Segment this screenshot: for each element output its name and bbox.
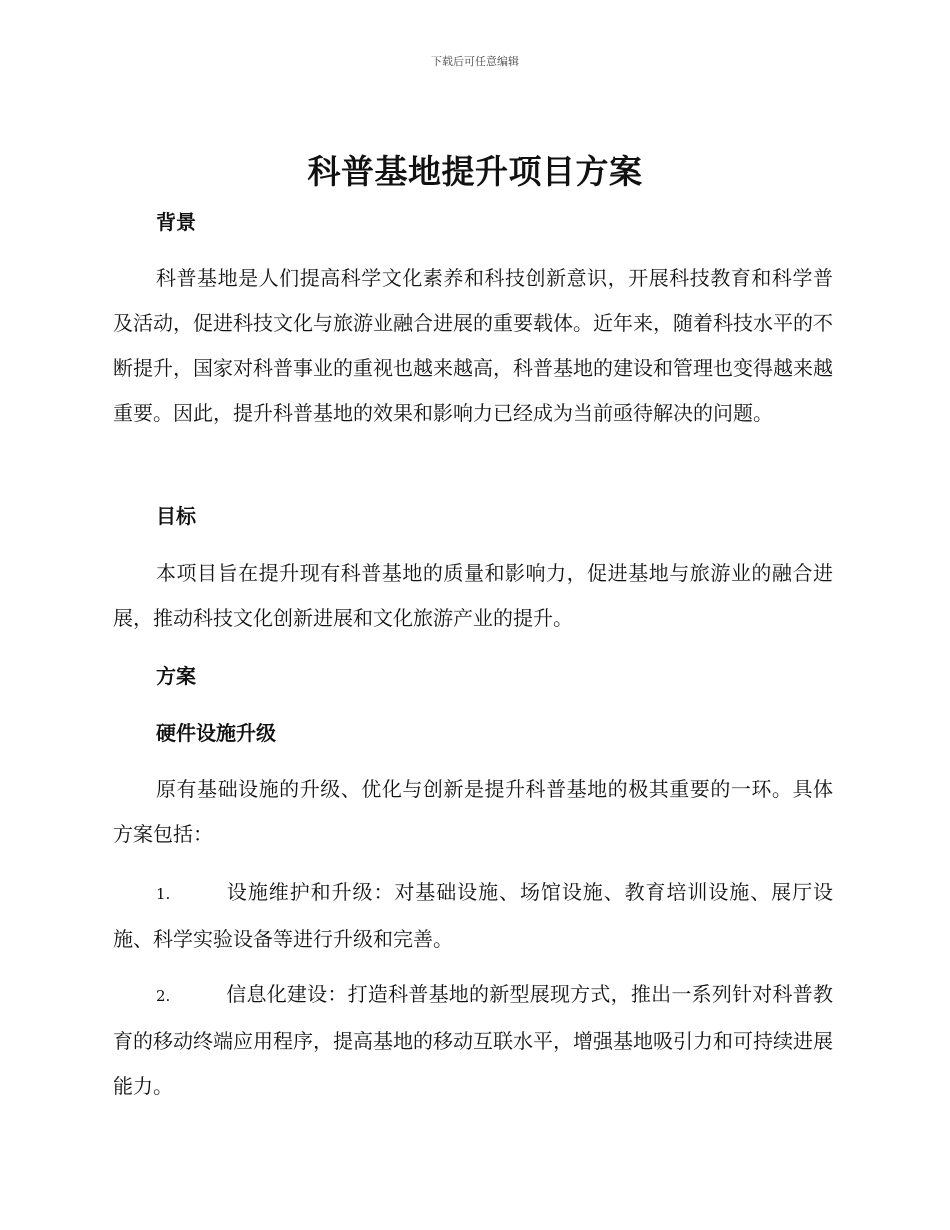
section-heading-background bbox=[113, 208, 833, 236]
section-body-goal bbox=[113, 551, 833, 641]
list-item-number: 1. bbox=[156, 885, 171, 903]
subsection-heading: 硬件设施升级 bbox=[156, 721, 276, 745]
subsection-heading-hardware bbox=[113, 719, 833, 747]
list-item-text: 信息化建设：打造科普基地的新型展现方式，推出一系列针对科普教育的移动终端应用程序，提高基地的移动互联水平，增强基地吸引力和可持续进展能力。 bbox=[113, 982, 833, 1098]
list-item-number: 2. bbox=[156, 987, 171, 1005]
section-heading-plan bbox=[113, 662, 833, 690]
section-heading: 方案 bbox=[156, 664, 196, 688]
list-item bbox=[113, 972, 833, 1109]
paragraph: 原有基础设施的升级、优化与创新是提升科普基地的极其重要的一环。具体方案包括： bbox=[113, 777, 833, 846]
list-item-text: 设施维护和升级：对基础设施、场馆设施、教育培训设施、展厅设施、科学实验设备等进行升级和完善。 bbox=[113, 880, 833, 951]
section-body-plan bbox=[113, 767, 833, 857]
paragraph: 本项目旨在提升现有科普基地的质量和影响力，促进基地与旅游业的融合进展，推动科技文化创新进展和文化旅游产业的提升。 bbox=[113, 561, 833, 630]
page-header-note: 下载后可任意编辑 bbox=[431, 55, 519, 68]
section-heading: 背景 bbox=[156, 210, 196, 234]
section-heading: 目标 bbox=[156, 504, 196, 528]
section-heading-goal bbox=[113, 502, 833, 530]
section-body-background bbox=[113, 256, 833, 436]
paragraph: 科普基地是人们提高科学文化素养和科技创新意识，开展科技教育和科学普及活动，促进科技文化与旅游业融合进展的重要载体。近年来，随着科技水平的不断提升，国家对科普事业的重视也越来越高，科普基地的建设和管理也变得越来越重要。因此，提升科普基地的效果和影响力已经成为当前亟待解决的问题。 bbox=[113, 266, 833, 425]
document-title: 科普基地提升项目方案 bbox=[307, 152, 643, 191]
list-item bbox=[113, 870, 833, 962]
